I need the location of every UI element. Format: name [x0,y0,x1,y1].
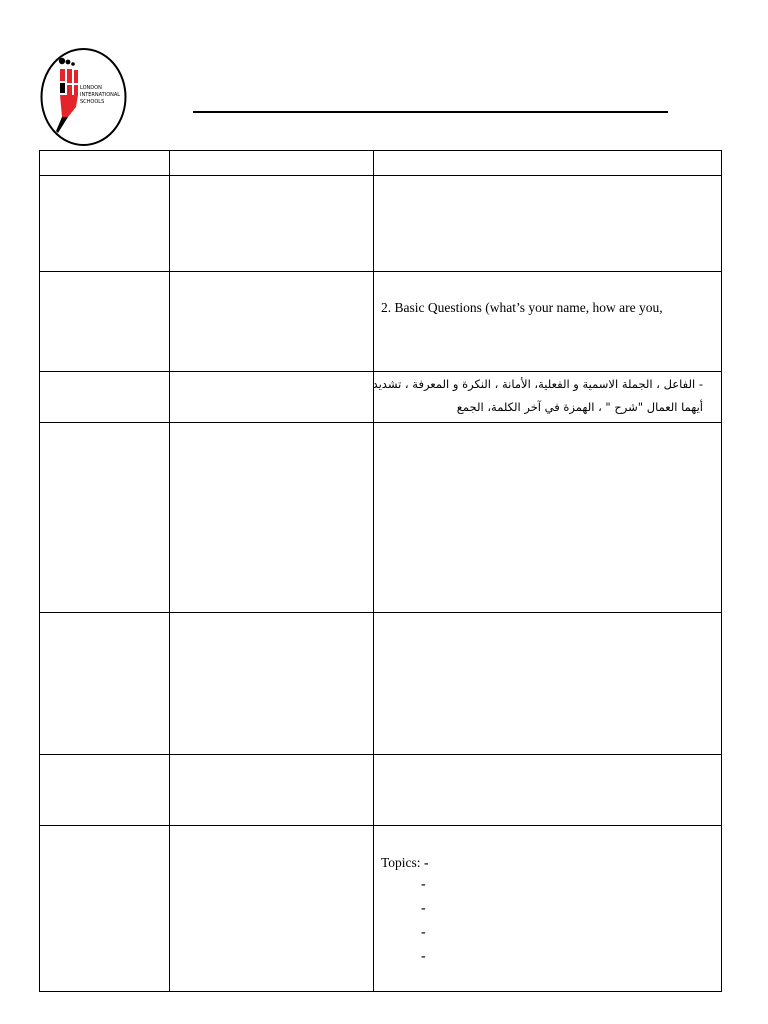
row-divider-2 [40,271,721,272]
row-divider-5 [40,612,721,613]
title-underline [193,111,668,113]
topics-label-row [381,852,428,874]
logo-text-line-2: INTERNATIONAL [80,92,121,98]
row-divider-7 [40,825,721,826]
lesson-plan-table [39,150,722,992]
row-divider-6 [40,754,721,755]
topics-label: Topics: [381,855,421,870]
column-divider-2 [373,151,374,991]
arabic-grammar-line-1: - الفاعل ، الجملة الاسمية و الفعلية، الأمانة ، النكرة و المعرفة ، تشديد [372,377,703,391]
logo-text-line-3: SCHOOLS [80,99,105,105]
row-divider-1 [40,175,721,176]
topic-bullet-3: - [421,925,426,940]
topic-bullet-4: - [421,949,426,964]
column-divider-1 [169,151,170,991]
basic-questions-text: 2. Basic Questions (what’s your name, how are you, [381,300,663,315]
topic-bullet-1: - [421,877,426,892]
row-divider-3 [40,371,721,372]
row-divider-4 [40,422,721,423]
topic-bullet-2: - [421,901,426,916]
logo-emblem [40,47,127,147]
logo-text-line-1: LONDON [80,85,102,91]
topics-dash: - [423,855,429,870]
arabic-grammar-line-2: أيهما العمال "شرح " ، الهمزة في آخر الكلمة، الجمع [456,400,703,414]
school-logo [40,47,127,147]
